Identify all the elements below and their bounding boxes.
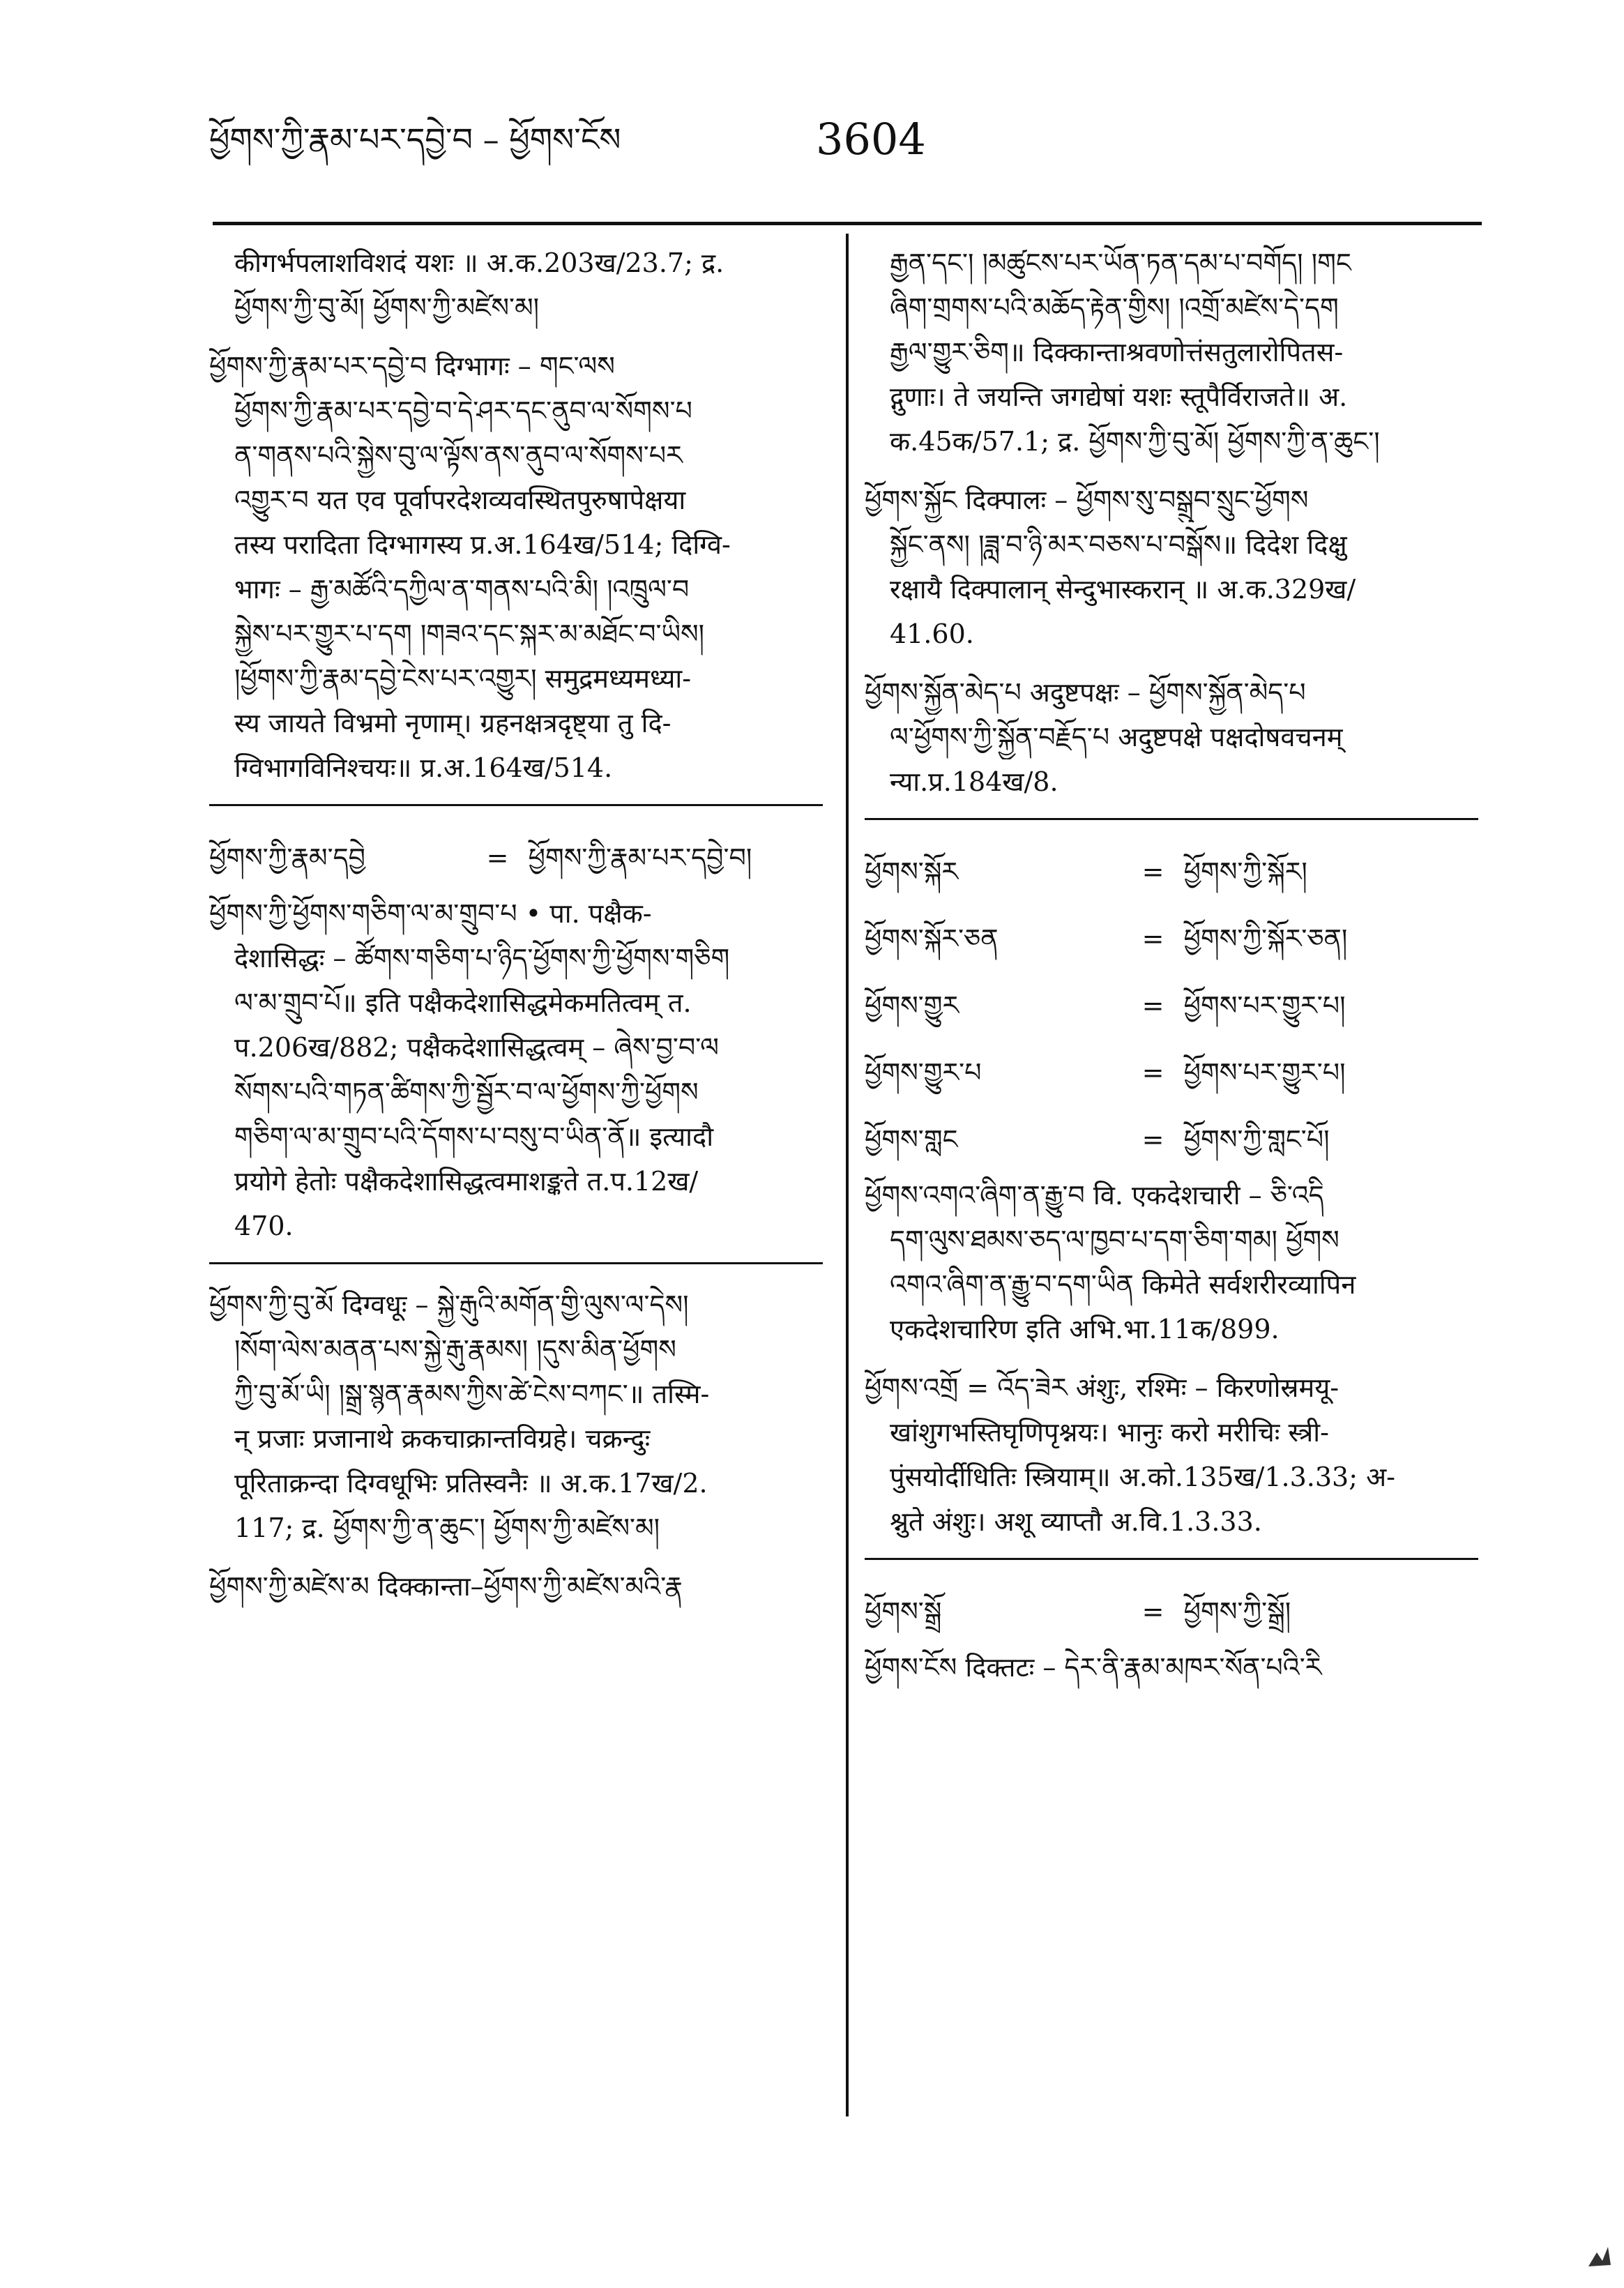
xref-equals: = xyxy=(1141,1124,1164,1155)
entry-line: क.45क/57.1; द्र. ཕྱོགས་ཀྱི་བུ་མོ། ཕྱོགས་ཀྱི་ན་ཆུང་། xyxy=(890,426,1380,457)
entry-line: प.206ख/882; पक्षैकदेशासिद्धत्वम् – ཞེས་བྱ་བ་ལ xyxy=(234,1032,719,1063)
entry-line: देशासिद्धः – ཚོགས་གཅིག་པ་ཉིད་ཕྱོགས་ཀྱི་ཕྱོགས་གཅིག xyxy=(234,943,730,973)
entry-separator xyxy=(209,1262,823,1264)
cross-reference-row xyxy=(865,1039,1478,1106)
entry-line: རྒྱན་དང་། །མཚུངས་པར་ཡོན་ཏན་དམ་པ་བགོད། །གང xyxy=(890,248,1351,278)
entry-headword: ཕྱོགས་འགྲོ = འོད་ཟེར अंशुः, रश्मिः – किरणोस्रमयू- xyxy=(865,1372,1340,1403)
entry-line: ན་གནས་པའི་སྐྱེས་བུ་ལ་ལྟོས་ནས་ནུབ་ལ་སོགས་པར xyxy=(234,440,683,471)
entry-body xyxy=(865,715,1478,804)
running-header xyxy=(209,112,1485,174)
entry-line: 470. xyxy=(234,1211,294,1241)
dictionary-entry xyxy=(209,344,823,790)
running-head-title: ཕྱོགས་ཀྱི་རྣམ་པར་དབྱེ་བ – ཕྱོགས་ངོས xyxy=(209,121,621,158)
entry-separator xyxy=(209,804,823,806)
entry-headword: ཕྱོགས་ཀྱི་ཕྱོགས་གཅིག་ལ་མ་གྲུབ་པ • पा. पक्षैक- xyxy=(209,898,652,929)
xref-term: ཕྱོགས་གྱུར xyxy=(865,990,959,1021)
entry-line: ཞིག་གྲགས་པའི་མཆོད་རྟེན་གྱིས། །འགྲོ་མཛེས་དེ་དག xyxy=(890,292,1339,323)
entry-line: प्रयोगे हेतोः पक्षैकदेशासिद्धत्वमाशङ्कते त.प.12ख/ xyxy=(234,1166,699,1197)
left-column xyxy=(209,241,823,1623)
entry-line: ལ་མ་གྲུབ་པོ॥ इति पक्षैकदेशासिद्धमेकमतित्वम् त. xyxy=(234,987,692,1018)
entry-line: खांशुगभस्तिघृणिपृश्नयः। भानुः करो मरीचिः स्त्री- xyxy=(890,1417,1329,1448)
entry-line: द्गुणाः। ते जयन्ति जगद्येषां यशः स्तूपैर्विराजते॥ अ. xyxy=(890,381,1348,412)
cross-reference-row xyxy=(865,905,1478,972)
xref-target: ཕྱོགས་པར་གྱུར་པ། xyxy=(1183,1057,1346,1088)
entry-line: འགྱུར་བ यत एव पूर्वापरदेशव्यवस्थितपुरुषापेक्षया xyxy=(234,485,686,515)
xref-target: ཕྱོགས་པར་གྱུར་པ། xyxy=(1183,990,1346,1021)
entry-line: एकदेशचारिण इति अभि.भा.11क/899. xyxy=(890,1314,1280,1344)
xref-term: ཕྱོགས་སྐོར xyxy=(865,856,959,887)
entry-body xyxy=(865,1410,1478,1544)
entry-line: ཕྱོགས་ཀྱི་བུ་མོ། ཕྱོགས་ཀྱི་མཛེས་མ། xyxy=(234,292,540,323)
xref-target: ཕྱོགས་ཀྱི་སྐོར། xyxy=(1183,856,1307,887)
dictionary-entry xyxy=(209,1564,823,1609)
dictionary-entry xyxy=(865,1173,1478,1351)
entry-body xyxy=(865,241,1478,464)
entry-line: ལ་ཕྱོགས་ཀྱི་སྐྱོན་བརྗོད་པ अदुष्टपक्षे पक्षदोषवचनम् xyxy=(890,722,1343,752)
entry-line: ཕྱོགས་ཀྱི་རྣམ་པར་དབྱེ་བ་དེ་ཤར་དང་ནུབ་ལ་སོགས་པ xyxy=(234,395,692,426)
xref-equals: = xyxy=(1141,990,1164,1021)
dictionary-entry xyxy=(209,891,823,1248)
entry-line: न् प्रजाः प्रजानाथे क्रकचाक्रान्तविग्रहे। चक्रन्दुः xyxy=(234,1423,651,1454)
dictionary-entry xyxy=(865,241,1478,464)
entry-body xyxy=(865,1218,1478,1351)
column-divider xyxy=(846,234,849,2116)
entry-line: རྒྱལ་གྱུར་ཅིག॥ दिक्कान्ताश्रवणोत्तंसतुलारोपितस- xyxy=(890,337,1344,368)
entry-line: श्नुते अंशुः। अशू व्याप्तौ अ.वि.1.3.33. xyxy=(890,1506,1262,1537)
entry-headword: ཕྱོགས་ཀྱི་རྣམ་པར་དབྱེ་བ दिग्भागः – གང་ལས xyxy=(209,351,615,381)
entry-headword: ཕྱོགས་སྐྱོང दिक्पालः – ཕྱོགས་སུ་བསྒྲུབ་སྲུང་ཕྱོགས xyxy=(865,485,1309,515)
entry-line: ཀྱི་བུ་མོ་ཡི། །སྒྲ་སྙན་རྣམས་ཀྱིས་ཚེ་ངེས་བཀང་॥ तस्मि- xyxy=(234,1379,710,1409)
dictionary-entry xyxy=(865,1365,1478,1544)
entry-headword: ཕྱོགས་ངོས दिक्तटः – དེར་ནི་རྣམ་མཁར་སོན་པའི་རི xyxy=(865,1652,1322,1683)
entry-line: 41.60. xyxy=(890,619,974,649)
xref-term: ཕྱོགས་སྐོར་ཅན xyxy=(865,923,999,954)
xref-equals: = xyxy=(1141,1057,1164,1088)
dictionary-entry xyxy=(865,478,1478,656)
entry-line: पुंसयोर्दीधितिः स्त्रियाम्॥ अ.को.135ख/1.3.33; अ- xyxy=(890,1462,1395,1492)
cross-reference-row xyxy=(865,1578,1478,1645)
entry-body xyxy=(865,522,1478,656)
entry-headword: ཕྱོགས་ཀྱི་བུ་མོ दिग्वधूः – སྐྱེ་རྒུའི་མགོན་གྱི་ལུས་ལ་དེས། xyxy=(209,1289,689,1320)
entry-separator xyxy=(865,1558,1478,1560)
dictionary-entry xyxy=(865,1645,1478,1690)
xref-equals: = xyxy=(1141,856,1164,887)
entry-line: रक्षायै दिक्पालान् सेन्दुभास्करान् ॥ अ.क.329ख/ xyxy=(890,574,1356,605)
xref-equals: = xyxy=(1141,923,1164,954)
entry-line: पूरिताक्रन्दा दिग्वधूभिः प्रतिस्वनैः ॥ अ.क.17ख/2. xyxy=(234,1468,708,1499)
entry-line: དག་ལུས་ཐམས་ཅད་ལ་ཁྱབ་པ་དག་ཅིག་གམ། ཕྱོགས xyxy=(890,1225,1340,1255)
xref-target: ཕྱོགས་ཀྱི་སྒྲོ། xyxy=(1183,1596,1291,1627)
header-rule xyxy=(213,222,1482,225)
xref-term: ཕྱོགས་གླང xyxy=(865,1124,958,1155)
dictionary-entry xyxy=(209,241,823,330)
entry-line: སྐྱེས་པར་གྱུར་པ་དག །གཟའ་དང་སྐར་མ་མཐོང་བ་ཡིས། xyxy=(234,619,705,649)
entry-line: འགའ་ཞིག་ན་རྒྱུ་བ་དག་ཡིན किमेते सर्वशरीरव्यापिन xyxy=(890,1269,1356,1300)
entry-body xyxy=(209,936,823,1248)
entry-body xyxy=(209,1327,823,1550)
entry-line: 117; द्र. ཕྱོགས་ཀྱི་ན་ཆུང་། ཕྱོགས་ཀྱི་མཛེས་མ། xyxy=(234,1513,660,1543)
entry-headword: ཕྱོགས་ཀྱི་མཛེས་མ दिक्कान्ता–ཕྱོགས་ཀྱི་མཛེས་མའི་རྣ xyxy=(209,1571,683,1602)
entry-line: न्या.प्र.184ख/8. xyxy=(890,766,1058,797)
xref-target: ཕྱོགས་ཀྱི་གླང་པོ། xyxy=(1183,1124,1330,1155)
xref-term: ཕྱོགས་ཀྱི་རྣམ་དབྱེ xyxy=(209,842,365,873)
scan-smudge-mark xyxy=(1583,2232,1615,2273)
xref-target: ཕྱོགས་ཀྱི་རྣམ་པར་དབྱེ་བ། xyxy=(528,842,752,873)
cross-reference-row xyxy=(865,972,1478,1039)
cross-reference-row xyxy=(865,838,1478,905)
xref-equals: = xyxy=(486,842,509,873)
entry-separator xyxy=(865,818,1478,820)
xref-term: ཕྱོགས་སྒྲོ xyxy=(865,1596,942,1627)
entry-line: གཅིག་ལ་མ་གྲུབ་པའི་དོགས་པ་བསུ་བ་ཡིན་ནོ॥ इत्यादौ xyxy=(234,1121,714,1152)
dictionary-entry xyxy=(209,1282,823,1550)
entry-line: སོགས་པའི་གཏན་ཚིགས་ཀྱི་སྦྱོར་བ་ལ་ཕྱོགས་ཀྱི་ཕྱོགས xyxy=(234,1077,699,1107)
entry-body xyxy=(209,241,823,330)
xref-term: ཕྱོགས་གྱུར་པ xyxy=(865,1057,982,1088)
entry-line: कीगर्भपलाशविशदं यशः ॥ अ.क.203ख/23.7; द्र. xyxy=(234,248,724,278)
cross-reference-row xyxy=(865,1106,1478,1173)
entry-headword: ཕྱོགས་སྐྱོན་མེད་པ अदुष्टपक्षः – ཕྱོགས་སྐྱོན་མེད་པ xyxy=(865,677,1306,708)
entry-line: ग्विभागविनिश्चयः॥ प्र.अ.164ख/514. xyxy=(234,752,613,783)
entry-line: །སོག་ལེས་མནན་པས་སྐྱེ་རྒུ་རྣམས། །དུས་མིན་ཕྱོགས xyxy=(234,1334,676,1365)
entry-line: སྐྱོང་ནས། །ཟླ་བ་ཉི་མར་བཅས་པ་བསྒོས॥ दिदेश दिक्षु xyxy=(890,529,1347,560)
entry-body xyxy=(209,388,823,790)
entry-line: भागः – རྒྱ་མཚོའི་དཀྱིལ་ན་གནས་པའི་མི། །འཁྲུལ་བ xyxy=(234,574,690,605)
entry-line: स्य जायते विभ्रमो नृणाम्। ग्रहनक्षत्रदृष्ट्या तु दि- xyxy=(234,708,671,738)
xref-target: ཕྱོགས་ཀྱི་སྐོར་ཅན། xyxy=(1183,923,1348,954)
right-column xyxy=(865,241,1478,1704)
entry-line: तस्य परादिता दिग्भागस्य प्र.अ.164ख/514; दिग्वि- xyxy=(234,529,731,560)
cross-reference-row xyxy=(209,824,823,891)
xref-equals: = xyxy=(1141,1596,1164,1627)
entry-headword: ཕྱོགས་འགའ་ཞིག་ན་རྒྱུ་བ वि. एकदेशचारी – ཅི་འདི xyxy=(865,1180,1324,1211)
page-number: 3604 xyxy=(816,114,926,165)
dictionary-entry xyxy=(865,670,1478,804)
entry-line: །ཕྱོགས་ཀྱི་རྣམ་དབྱེ་ངེས་པར་འགྱུར། समुद्रमध्यमध्या- xyxy=(234,663,692,694)
